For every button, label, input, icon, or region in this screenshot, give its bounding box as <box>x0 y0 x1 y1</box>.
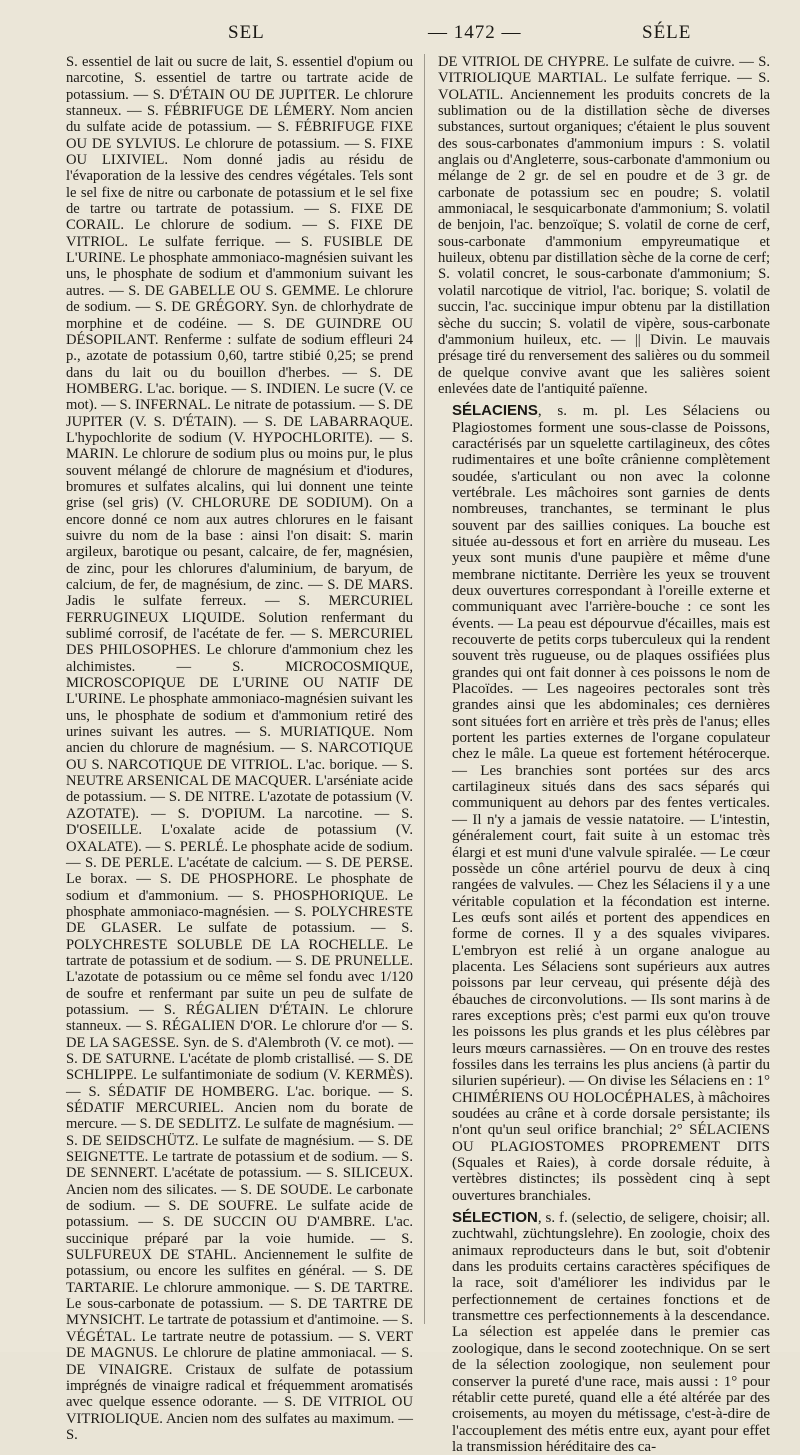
header-right-word: SÉLE <box>642 22 692 43</box>
sel-entry-continuation: DE VITRIOL DE CHYPRE. Le sulfate de cuivre. — S. VITRIOLIQUE MARTIAL. Le sulfate ferrique. — S. VOLATIL. Anciennement les produits concrets de la sublimation ou de la distillation sèche de diverses substances, surtout organiques; c'étaient le plus souvent des sous-carbonates d'ammonium impurs : S. volatil anglais ou d'Angleterre, sous-carbonate d'ammonium ou mélange de 2 gr. de sel en poudre et de 3 gr. de carbonate de potassium sec en poudre; S. volatil ammoniacal, le sesquicarbonate d'ammonium; S. volatil de benjoin, l'ac. benzoïque; S. volatil de corne de cerf, sous-carbonate d'ammonium empyreumatique et huileux, obtenu par distillation sèche de la corne de cerf; S. volatil concret, le sous-carbonate d'ammonium; S. volatil narcotique de vitriol, l'ac. borique; S. volatil de succin, l'ac. succinique impur obtenu par la distillation sèche du succin; S. volatil de vipère, sous-carbonate d'ammonium huileux, etc. — || Divin. Le mauvais présage tiré du renversement des salières ou du sommeil de quelque convive avant que les salières soient enlevées date de l'antiquité païenne. <box>438 54 770 397</box>
selaciens-definition: , s. m. pl. Les Sélaciens ou Plagiostomes forment une sous-classe de Poissons, caractérisés par un squelette cartilagineux, des côtes rudimentaires et une boîte crânienne complètement soudée, s'articulant ou non avec la colonne vertébrale. Les mâchoires sont garnies de dents nombreuses, tranchantes, se terminant le plus souvent par des saillies coniques. La bouche est située au-dessous et fort en arrière du museau. Les yeux sont munis d'une paupière et même d'une membrane nictitante. Derrière les yeux se trouvent deux ouvertures correspondant à l'oreille externe et communiquant avec l'arrière-bouche : ce sont les évents. — La peau est dépourvue d'écailles, mais est recouverte de petits corps tuberculeux qui la rendent souvent très rugueuse, ou de plaques ossifiées plus grandes qui ont fait donner à ces poissons le nom de Placoïdes. — Les nageoires pectorales sont très grandes ainsi que les abdominales; ces dernières sont situées fort en arrière et très près de l'anus; elles portent les parties externes de l'organe copulateur chez le mâle. La queue est fortement hétérocerque. — Les branchies sont portées sur des arcs cartilagineux situés dans des sacs séparés qui communiquent au dehors par des fentes verticales. — Il n'y a jamais de vessie natatoire. — L'intestin, généralement court, fait suite à un estomac très élargi et est muni d'une valvule spiralée. — Le cœur possède un cône artériel pourvu de deux à cinq rangées de valvules. — Chez les Sélaciens il y a une véritable copulation et la fécondation est interne. Les œufs sont ailés et portent des appendices en forme de cornes. Il y a des squales vivipares. L'embryon est relié à un organe analogue au placenta. Les Sélaciens sont supérieurs aux autres poissons par leur cerveau, qui présente déjà des ébauches de circonvolutions. — Ils sont marins à de rares exceptions près; c'est parmi eux qu'on trouve les poissons les plus grands et les plus célèbres par leurs mœurs carnassières. — On en trouve des restes fossiles dans les terrains les plus anciens (à partir du silurien supérieur). — On divise les Sélaciens en : 1° CHIMÉRIENS OU HOLOCÉPHALES, à mâchoires soudées au crâne et à corde dorsale persistante; ils n'ont qu'un seul orifice branchial; 2° SÉLACIENS OU PLAGIOSTOMES PROPREMENT DITS (Squales et Raies), à corde dorsale réduite, à vertèbres distinctes; ils possèdent cinq à sept ouvertures branchiales. <box>452 403 770 1204</box>
page-number: — 1472 — <box>428 22 522 43</box>
right-column <box>438 54 770 1455</box>
sel-entry-left: S. essentiel de lait ou sucre de lait, S. essentiel d'opium ou narcotine, S. essentiel de tartre ou tartrate acide de potassium. — S. D'ÉTAIN OU DE JUPITER. Le chlorure stanneux. — S. FÉBRIFUGE DE LÉMERY. Nom ancien du sulfate acide de potassium. — S. FÉBRIFUGE FIXE OU DE SYLVIUS. Le chlorure de potassium. — S. FIXE OU LIXIVIEL. Nom donné jadis au résidu de l'évaporation de la lessive des cendres végétales. Tels sont le sel fixe de nitre ou carbonate de potassium et le sel fixe de tartre ou tartrate de potassium. — S. FIXE DE CORAIL. Le chlorure de sodium. — S. FIXE DE VITRIOL. Le sulfate ferrique. — S. FUSIBLE DE L'URINE. Le phosphate ammoniaco-magnésien suivant les uns, le phosphate de sodium et d'ammonium suivant les autres. — S. DE GABELLE OU S. GEMME. Le chlorure de sodium. — S. DE GRÉGORY. Syn. de chlorhydrate de morphine et de codéine. — S. DE GUINDRE OU DÉSOPILANT. Renferme : sulfate de sodium effleuri 24 p., azotate de potassium 0,60, tartre stibié 0,25; se prend dans du lait ou du bouillon d'herbes. — S. DE HOMBERG. L'ac. borique. — S. INDIEN. Le sucre (V. ce mot). — S. INFERNAL. Le nitrate de potassium. — S. DE JUPITER (V. S. D'ÉTAIN). — S. DE LABARRAQUE. L'hypochlorite de sodium (V. HYPOCHLORITE). — S. MARIN. Le chlorure de sodium plus ou moins pur, le plus souvent mélangé de chlorure de magnésium et d'iodures, bromures et sulfates alcalins, qui lui donnent une teinte grise (sel gris) (V. CHLORURE DE SODIUM). On a encore donné ce nom aux autres chlorures en le faisant suivre du nom de la base : ainsi l'on disait: S. marin argileux, barotique ou pesant, calcaire, de fer, magnésien, de zinc, pour les chlorures d'aluminium, de baryum, de calcium, de fer, de magnésium, de zinc. — S. DE MARS. Jadis le sulfate ferreux. — S. MERCURIEL FERRUGINEUX LIQUIDE. Solution renfermant du sublimé corrosif, de l'acétate de fer. — S. MERCURIEL DES PHILOSOPHES. Le chlorure d'ammonium chez les alchimistes. — S. MICROCOSMIQUE, MICROSCOPIQUE DE L'URINE OU NATIF DE L'URINE. Le phosphate ammoniaco-magnésien suivant les uns, le phosphate de sodium et d'ammonium retiré des urines suivant les autres. — S. MURIATIQUE. Nom ancien du chlorure de magnésium. — S. NARCOTIQUE OU S. NARCOTIQUE DE VITRIOL. L'ac. borique. — S. NEUTRE ARSENICAL DE MACQUER. L'arséniate acide de potassium. — S. DE NITRE. L'azotate de potassium (V. AZOTATE). — S. D'OPIUM. La narcotine. — S. D'OSEILLE. L'oxalate acide de potassium (V. OXALATE). — S. PERLÉ. Le phosphate acide de sodium. — S. DE PERLE. L'acétate de calcium. — S. DE PERSE. Le borax. — S. DE PHOSPHORE. Le phosphate de sodium et d'ammonium. — S. PHOSPHORIQUE. Le phosphate ammoniaco-magnésien. — S. POLYCHRESTE DE GLASER. Le sulfate de potassium. — S. POLYCHRESTE SOLUBLE DE LA ROCHELLE. Le tartrate de potassium et de sodium. — S. DE PRUNELLE. L'azotate de potassium ou ce même sel fondu avec 1/120 de soufre et renfermant par suite un peu de sulfate de potassium. — S. RÉGALIEN D'ÉTAIN. Le chlorure stanneux. — S. RÉGALIEN D'OR. Le chlorure d'or — S. DE LA SAGESSE. Syn. de S. d'Alembroth (V. ce mot). — S. DE SATURNE. L'acétate de plomb cristallisé. — S. DE SCHLIPPE. Le sulfantimoniate de sodium (V. KERMÈS). — S. SÉDATIF DE HOMBERG. L'ac. borique. — S. SÉDATIF MERCURIEL. Ancien nom du borate de mercure. — S. DE SEDLITZ. Le sulfate de magnésium. — S. DE SEIDSCHÜTZ. Le sulfate de magnésium. — S. DE SEIGNETTE. Le tartrate de potassium et de sodium. — S. DE SENNERT. L'acétate de potassium. — S. SILICEUX. Ancien nom des silicates. — S. DE SOUDE. Le carbonate de sodium. — S. DE SOUFRE. Le sulfate acide de potassium. — S. DE SUCCIN OU D'AMBRE. L'ac. succinique préparé par la voie humide. — S. SULFUREUX DE STAHL. Anciennement le sulfite de potassium, ou encore les sulfites en général. — S. DE TARTARIE. Le chlorure ammonique. — S. DE TARTRE. Le sous-carbonate de potassium. — S. DE TARTRE DE MYNSICHT. Le tartrate de potassium et d'antimoine. — S. VÉGÉTAL. Le tartrate neutre de potassium. — S. VERT DE MAGNUS. Le chlorure de platine ammoniacal. — S. DE VINAIGRE. Cristaux de sulfate de potassium imprégnés de vinaigre radical et fréquemment aromatisés avec quelque essence odorante. — S. DE VITRIOL OU VITRIOLIQUE. Ancien nom des sulfates au maximum. — S. <box>66 54 413 1443</box>
column-divider <box>424 54 425 1324</box>
header-left-word: SEL <box>228 22 265 43</box>
entry-selaciens <box>438 403 770 1204</box>
headword-selaciens: SÉLACIENS <box>452 402 538 420</box>
selection-definition: , s. f. (selectio, de seligere, choisir; all. zuchtwahl, züchtungslehre). En zoologie, choix des animaux reproducteurs dans le but, soit d'obtenir dans les produits certains caractères spécifiques de la race, soit d'améliorer les individus par le perfectionnement de certaines fonctions et de transmettre ces perfectionnements à la descendance. La sélection est appelée dans le premier cas zoologique, dans le second zootechnique. On se sert de la sélection zoologique, non seulement pour conserver la pureté d'une race, mais aussi : 1° pour rétablir cette pureté, quand elle a été altérée par des croisements, au moyen du métissage, c'est-à-dire de l'accouplement des métis entre eux, ayant pour effet la transmission héréditaire des ca- <box>452 1210 770 1455</box>
left-column <box>66 54 413 1443</box>
entry-selection <box>438 1210 770 1455</box>
running-head <box>40 22 780 48</box>
headword-selection: SÉLECTION <box>452 1209 538 1227</box>
